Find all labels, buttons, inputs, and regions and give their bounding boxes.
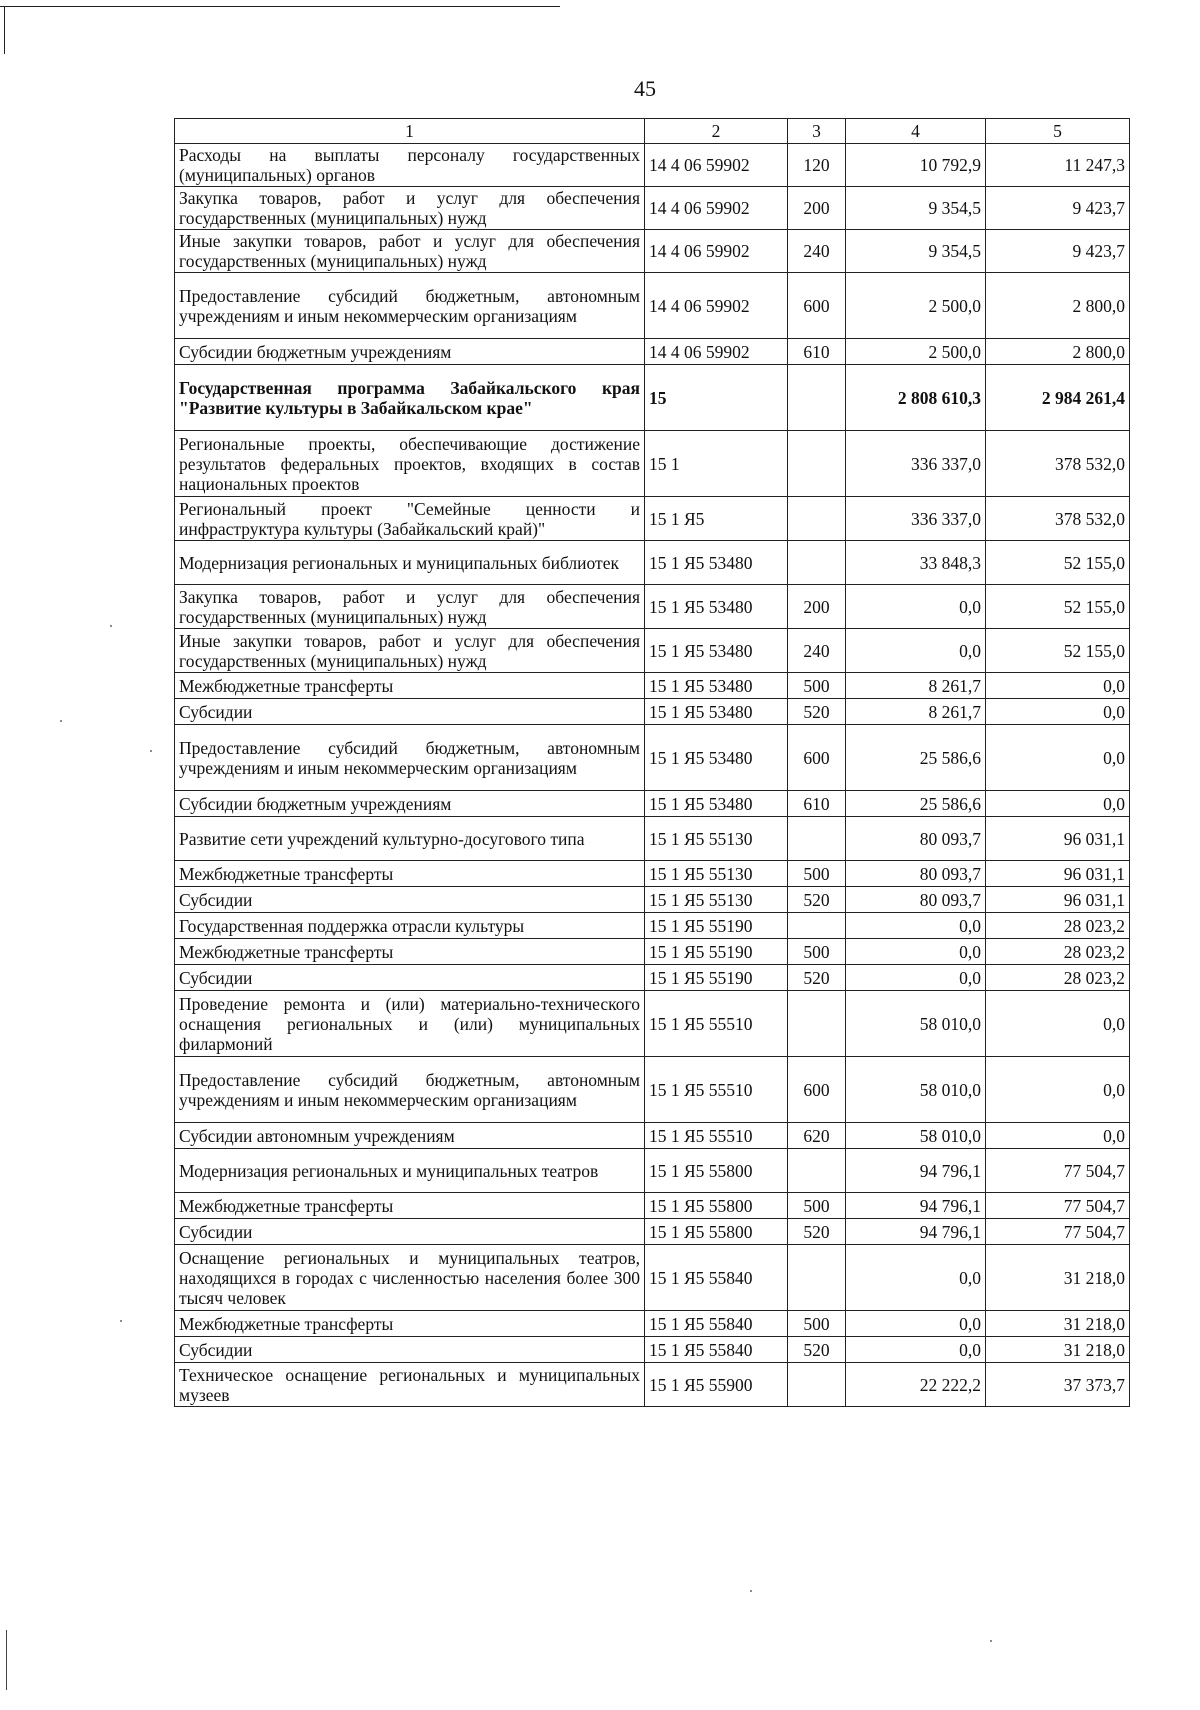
- row-code: 15 1 Я5 55190: [645, 965, 788, 991]
- scan-edge-left-bottom: [6, 1630, 7, 1690]
- row-name: Закупка товаров, работ и услуг для обеспечения государственных (муниципальных) нужд: [175, 585, 645, 629]
- row-type: [788, 1363, 846, 1407]
- table-row: [175, 699, 1130, 725]
- scan-speck: [120, 1320, 122, 1322]
- row-value-5: 96 031,1: [986, 817, 1130, 861]
- row-type: 500: [788, 1193, 846, 1219]
- row-code: 15 1 Я5 55130: [645, 861, 788, 887]
- row-type: [788, 913, 846, 939]
- table-row: [175, 585, 1130, 629]
- row-value-4: 0,0: [846, 1337, 986, 1363]
- table-row: [175, 913, 1130, 939]
- row-name: Субсидии бюджетным учреждениям: [175, 791, 645, 817]
- row-type: 200: [788, 585, 846, 629]
- row-type: [788, 541, 846, 585]
- row-value-5: 31 218,0: [986, 1245, 1130, 1311]
- scan-edge-top: [0, 6, 560, 7]
- row-name: Предоставление субсидий бюджетным, автономным учреждениям и иным некоммерческим организациям: [175, 1057, 645, 1123]
- row-value-5: 2 800,0: [986, 339, 1130, 365]
- row-value-5: 52 155,0: [986, 629, 1130, 673]
- row-value-5: 0,0: [986, 673, 1130, 699]
- table-row: [175, 144, 1130, 187]
- table-body: [175, 119, 1130, 1407]
- row-type: 610: [788, 339, 846, 365]
- row-type: [788, 817, 846, 861]
- header-col-4: 4: [846, 119, 986, 144]
- row-value-5: 37 373,7: [986, 1363, 1130, 1407]
- row-type: 500: [788, 939, 846, 965]
- row-type: 500: [788, 861, 846, 887]
- page-number: 45: [634, 76, 656, 101]
- row-code: 15 1 Я5 55190: [645, 939, 788, 965]
- row-code: 14 4 06 59902: [645, 187, 788, 230]
- row-code: 15 1 Я5 55800: [645, 1219, 788, 1245]
- header-col-5: 5: [986, 119, 1130, 144]
- row-type: 200: [788, 187, 846, 230]
- row-code: 14 4 06 59902: [645, 339, 788, 365]
- row-type: [788, 497, 846, 541]
- scan-edge-left: [4, 6, 5, 54]
- row-code: 15 1 Я5 55130: [645, 817, 788, 861]
- row-value-5: 77 504,7: [986, 1193, 1130, 1219]
- row-code: 15 1 Я5 55900: [645, 1363, 788, 1407]
- table-row: [175, 991, 1130, 1057]
- row-value-4: 58 010,0: [846, 1057, 986, 1123]
- row-name: Субсидии: [175, 1337, 645, 1363]
- row-code: 15 1 Я5 55130: [645, 887, 788, 913]
- row-code: 15 1 Я5 55840: [645, 1337, 788, 1363]
- row-name: Развитие сети учреждений культурно-досугового типа: [175, 817, 645, 861]
- scan-speck: [60, 720, 62, 722]
- row-type: [788, 431, 846, 497]
- row-name: Межбюджетные трансферты: [175, 939, 645, 965]
- row-code: 15 1 Я5 53480: [645, 699, 788, 725]
- row-type: 500: [788, 673, 846, 699]
- row-value-5: 11 247,3: [986, 144, 1130, 187]
- row-value-4: 336 337,0: [846, 431, 986, 497]
- scan-speck: [750, 1590, 752, 1592]
- row-type: 120: [788, 144, 846, 187]
- header-col-2: 2: [645, 119, 788, 144]
- row-type: [788, 365, 846, 431]
- row-value-4: 2 500,0: [846, 273, 986, 339]
- row-value-4: 0,0: [846, 939, 986, 965]
- row-name: Межбюджетные трансферты: [175, 861, 645, 887]
- row-name: Государственная поддержка отрасли культуры: [175, 913, 645, 939]
- table-row: [175, 1219, 1130, 1245]
- row-value-5: 9 423,7: [986, 230, 1130, 273]
- row-value-5: 0,0: [986, 991, 1130, 1057]
- row-value-5: 77 504,7: [986, 1149, 1130, 1193]
- row-type: 600: [788, 725, 846, 791]
- row-name: Государственная программа Забайкальского края "Развитие культуры в Забайкальском крае": [175, 365, 645, 431]
- row-value-4: 9 354,5: [846, 187, 986, 230]
- row-value-5: 28 023,2: [986, 913, 1130, 939]
- row-value-5: 77 504,7: [986, 1219, 1130, 1245]
- table-row: [175, 273, 1130, 339]
- row-type: [788, 991, 846, 1057]
- row-code: 15 1: [645, 431, 788, 497]
- row-name: Расходы на выплаты персоналу государственных (муниципальных) органов: [175, 144, 645, 187]
- row-code: 15 1 Я5 55190: [645, 913, 788, 939]
- table-row: [175, 791, 1130, 817]
- row-name: Региональные проекты, обеспечивающие достижение результатов федеральных проектов, входящих в состав национальных проектов: [175, 431, 645, 497]
- table-row: [175, 1245, 1130, 1311]
- row-value-5: 0,0: [986, 725, 1130, 791]
- row-type: 240: [788, 230, 846, 273]
- row-value-4: 0,0: [846, 913, 986, 939]
- row-value-5: 0,0: [986, 1123, 1130, 1149]
- row-value-4: 94 796,1: [846, 1219, 986, 1245]
- row-name: Закупка товаров, работ и услуг для обеспечения государственных (муниципальных) нужд: [175, 187, 645, 230]
- row-value-4: 22 222,2: [846, 1363, 986, 1407]
- row-value-4: 0,0: [846, 1311, 986, 1337]
- row-value-5: 2 984 261,4: [986, 365, 1130, 431]
- row-code: 15 1 Я5: [645, 497, 788, 541]
- row-value-5: 378 532,0: [986, 431, 1130, 497]
- row-value-5: 28 023,2: [986, 965, 1130, 991]
- row-value-5: 96 031,1: [986, 887, 1130, 913]
- row-name: Субсидии: [175, 965, 645, 991]
- row-name: Межбюджетные трансферты: [175, 673, 645, 699]
- row-value-4: 58 010,0: [846, 991, 986, 1057]
- row-value-4: 10 792,9: [846, 144, 986, 187]
- row-type: 600: [788, 1057, 846, 1123]
- row-code: 14 4 06 59902: [645, 144, 788, 187]
- row-name: Иные закупки товаров, работ и услуг для обеспечения государственных (муниципальных) нужд: [175, 230, 645, 273]
- row-value-4: 9 354,5: [846, 230, 986, 273]
- row-value-5: 96 031,1: [986, 861, 1130, 887]
- header-col-1: 1: [175, 119, 645, 144]
- row-code: 14 4 06 59902: [645, 230, 788, 273]
- table-row: [175, 1337, 1130, 1363]
- row-code: 15 1 Я5 55840: [645, 1245, 788, 1311]
- row-value-4: 25 586,6: [846, 725, 986, 791]
- row-name: Субсидии автономным учреждениям: [175, 1123, 645, 1149]
- row-value-4: 33 848,3: [846, 541, 986, 585]
- row-name: Модернизация региональных и муниципальных театров: [175, 1149, 645, 1193]
- budget-table: [174, 118, 1130, 1407]
- scan-speck: [990, 1640, 992, 1642]
- row-type: 600: [788, 273, 846, 339]
- header-col-3: 3: [788, 119, 846, 144]
- row-name: Субсидии бюджетным учреждениям: [175, 339, 645, 365]
- table-row: [175, 939, 1130, 965]
- row-code: 15 1 Я5 55510: [645, 991, 788, 1057]
- row-value-4: 0,0: [846, 1245, 986, 1311]
- row-name: Модернизация региональных и муниципальных библиотек: [175, 541, 645, 585]
- table-row: [175, 1311, 1130, 1337]
- row-type: [788, 1149, 846, 1193]
- table-row: [175, 817, 1130, 861]
- row-value-4: 8 261,7: [846, 673, 986, 699]
- row-value-5: 31 218,0: [986, 1311, 1130, 1337]
- scan-speck: [110, 625, 112, 627]
- row-value-4: 80 093,7: [846, 887, 986, 913]
- table-row: [175, 541, 1130, 585]
- row-value-4: 336 337,0: [846, 497, 986, 541]
- row-value-5: 378 532,0: [986, 497, 1130, 541]
- table-row: [175, 861, 1130, 887]
- row-value-5: 52 155,0: [986, 585, 1130, 629]
- row-value-4: 80 093,7: [846, 861, 986, 887]
- row-value-4: 0,0: [846, 965, 986, 991]
- table-row: [175, 230, 1130, 273]
- row-name: Субсидии: [175, 699, 645, 725]
- row-type: 520: [788, 699, 846, 725]
- row-value-5: 52 155,0: [986, 541, 1130, 585]
- row-value-4: 8 261,7: [846, 699, 986, 725]
- table-row: [175, 187, 1130, 230]
- row-type: 240: [788, 629, 846, 673]
- row-name: Техническое оснащение региональных и муниципальных музеев: [175, 1363, 645, 1407]
- row-value-4: 0,0: [846, 629, 986, 673]
- row-value-4: 58 010,0: [846, 1123, 986, 1149]
- row-value-5: 2 800,0: [986, 273, 1130, 339]
- table-row: [175, 673, 1130, 699]
- table-row: [175, 1363, 1130, 1407]
- row-code: 15: [645, 365, 788, 431]
- row-value-5: 0,0: [986, 1057, 1130, 1123]
- table-row: [175, 629, 1130, 673]
- row-name: Предоставление субсидий бюджетным, автономным учреждениям и иным некоммерческим организациям: [175, 725, 645, 791]
- row-code: 15 1 Я5 55800: [645, 1193, 788, 1219]
- row-type: 500: [788, 1311, 846, 1337]
- row-name: Предоставление субсидий бюджетным, автономным учреждениям и иным некоммерческим организациям: [175, 273, 645, 339]
- row-code: 14 4 06 59902: [645, 273, 788, 339]
- row-value-5: 0,0: [986, 699, 1130, 725]
- row-code: 15 1 Я5 55510: [645, 1057, 788, 1123]
- row-value-5: 0,0: [986, 791, 1130, 817]
- row-value-4: 2 808 610,3: [846, 365, 986, 431]
- row-code: 15 1 Я5 53480: [645, 541, 788, 585]
- row-type: 610: [788, 791, 846, 817]
- table-row: [175, 339, 1130, 365]
- row-name: Межбюджетные трансферты: [175, 1311, 645, 1337]
- scan-speck: [150, 750, 152, 752]
- row-type: 520: [788, 887, 846, 913]
- table-header-row: [175, 119, 1130, 144]
- row-code: 15 1 Я5 53480: [645, 629, 788, 673]
- row-code: 15 1 Я5 53480: [645, 791, 788, 817]
- table-row: [175, 497, 1130, 541]
- table-row: [175, 1193, 1130, 1219]
- row-value-4: 94 796,1: [846, 1149, 986, 1193]
- row-code: 15 1 Я5 53480: [645, 673, 788, 699]
- row-value-4: 0,0: [846, 585, 986, 629]
- row-code: 15 1 Я5 55510: [645, 1123, 788, 1149]
- table-row: [175, 431, 1130, 497]
- table-row: [175, 1057, 1130, 1123]
- row-name: Субсидии: [175, 1219, 645, 1245]
- table-row: [175, 965, 1130, 991]
- table-row: [175, 1149, 1130, 1193]
- row-value-4: 80 093,7: [846, 817, 986, 861]
- row-value-4: 25 586,6: [846, 791, 986, 817]
- row-name: Межбюджетные трансферты: [175, 1193, 645, 1219]
- row-name: Иные закупки товаров, работ и услуг для обеспечения государственных (муниципальных) нужд: [175, 629, 645, 673]
- table-row: [175, 365, 1130, 431]
- table-row: [175, 725, 1130, 791]
- row-value-5: 28 023,2: [986, 939, 1130, 965]
- row-type: 520: [788, 965, 846, 991]
- row-type: 620: [788, 1123, 846, 1149]
- row-type: 520: [788, 1219, 846, 1245]
- row-type: 520: [788, 1337, 846, 1363]
- table-row: [175, 1123, 1130, 1149]
- row-name: Оснащение региональных и муниципальных театров, находящихся в городах с численностью населения более 300 тысяч человек: [175, 1245, 645, 1311]
- row-code: 15 1 Я5 55840: [645, 1311, 788, 1337]
- table-row: [175, 887, 1130, 913]
- row-value-4: 94 796,1: [846, 1193, 986, 1219]
- row-type: [788, 1245, 846, 1311]
- row-name: Субсидии: [175, 887, 645, 913]
- row-value-5: 31 218,0: [986, 1337, 1130, 1363]
- row-code: 15 1 Я5 55800: [645, 1149, 788, 1193]
- row-code: 15 1 Я5 53480: [645, 725, 788, 791]
- row-name: Проведение ремонта и (или) материально-технического оснащения региональных и (или) муниципальных филармоний: [175, 991, 645, 1057]
- row-value-5: 9 423,7: [986, 187, 1130, 230]
- row-name: Региональный проект "Семейные ценности и инфраструктура культуры (Забайкальский край)": [175, 497, 645, 541]
- row-value-4: 2 500,0: [846, 339, 986, 365]
- row-code: 15 1 Я5 53480: [645, 585, 788, 629]
